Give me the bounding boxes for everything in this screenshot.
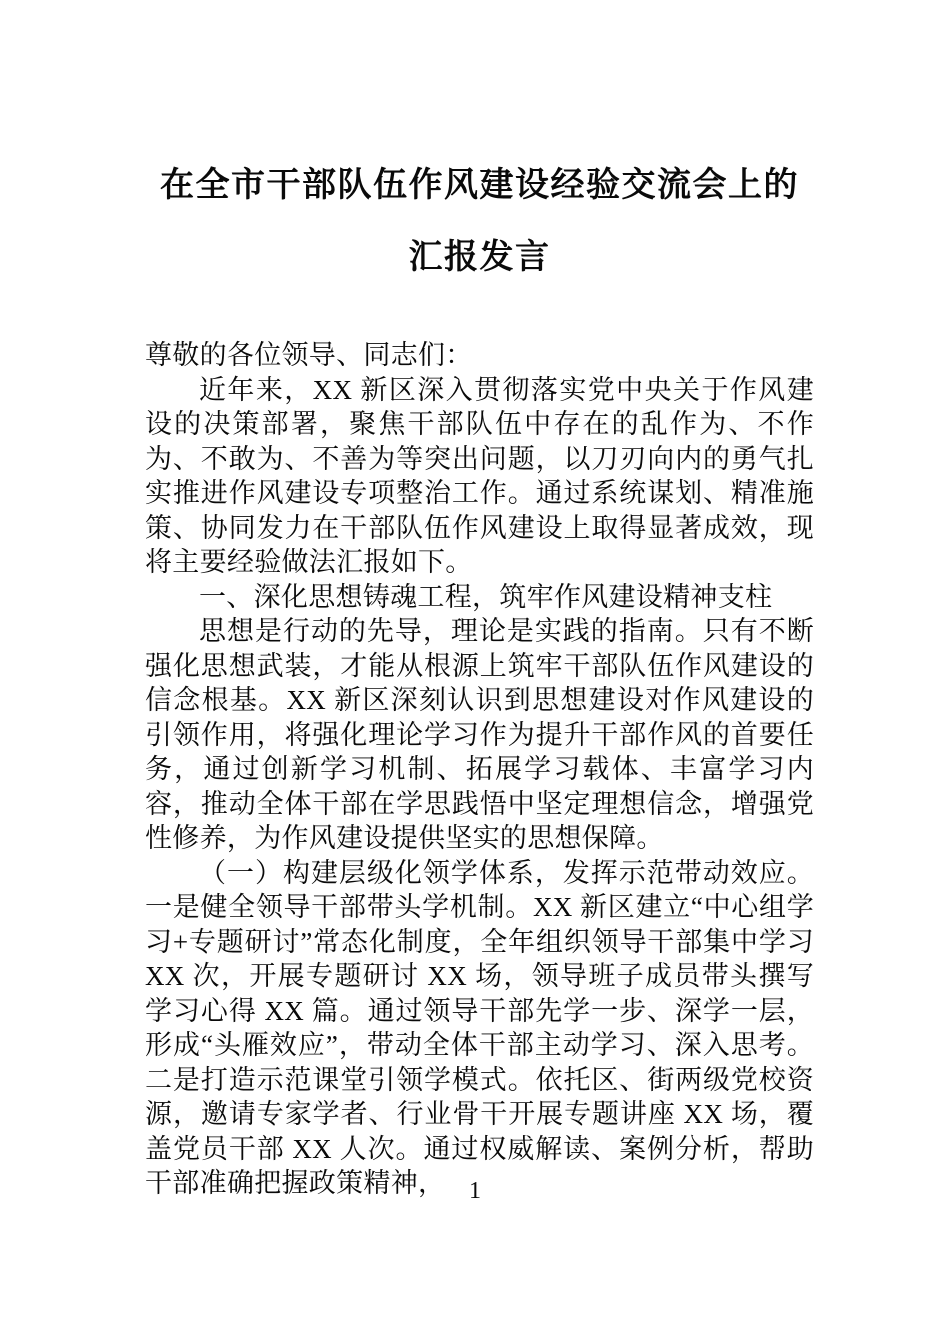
title-line-2: 汇报发言: [408, 239, 551, 276]
section-heading-1: 一、深化思想铸魂工程，筑牢作风建设精神支柱: [199, 581, 773, 612]
document-title: [145, 150, 814, 294]
salutation: 尊敬的各位领导、同志们：: [145, 340, 473, 370]
page-number: 1: [469, 1178, 481, 1204]
paragraph-overview: 近年来，XX 新区深入贯彻落实党中央关于作风建设的决策部署，聚焦干部队伍中存在的乱作为、不作为、不敢为、不善为等突出问题，以刀刃向内的勇气扎实推进作风建设专项整治工作。通过系统谋划、精准施策、协同发力在干部队伍作风建设上取得显著成效，现将主要经验做法汇报如下。: [145, 374, 814, 577]
page-footer: [0, 1178, 950, 1205]
paragraph-learning-system: （一）构建层级化领学体系，发挥示范带动效应。一是健全领导干部带头学机制。XX 新区建立“中心组学习+专题研讨”常态化制度，全年组织领导干部集中学习 XX 次，开展专题研讨 XX 场，领导班子成员带头撰写学习心得 XX 篇。通过领导干部先学一步、深学一层，形成“头雁效应”，带动全体干部主动学习、深入思考。二是打造示范课堂引领学模式。依托区、街两级党校资源，邀请专家学者、行业骨干开展专题讲座 XX 场，覆盖党员干部 XX 人次。通过权威解读、案例分析，帮助干部准确把握政策精神，: [145, 857, 814, 1198]
paragraph-ideological-foundation: 思想是行动的先导，理论是实践的指南。只有不断强化思想武装，才能从根源上筑牢干部队伍作风建设的信念根基。XX 新区深刻认识到思想建设对作风建设的引领作用，将强化理论学习作为提升干部作风的首要任务，通过创新学习机制、拓展学习载体、丰富学习内容，推动全体干部在学思践悟中坚定理想信念，增强党性修养，为作风建设提供坚实的思想保障。: [145, 616, 814, 853]
title-line-1: 在全市干部队伍作风建设经验交流会上的: [160, 167, 799, 204]
